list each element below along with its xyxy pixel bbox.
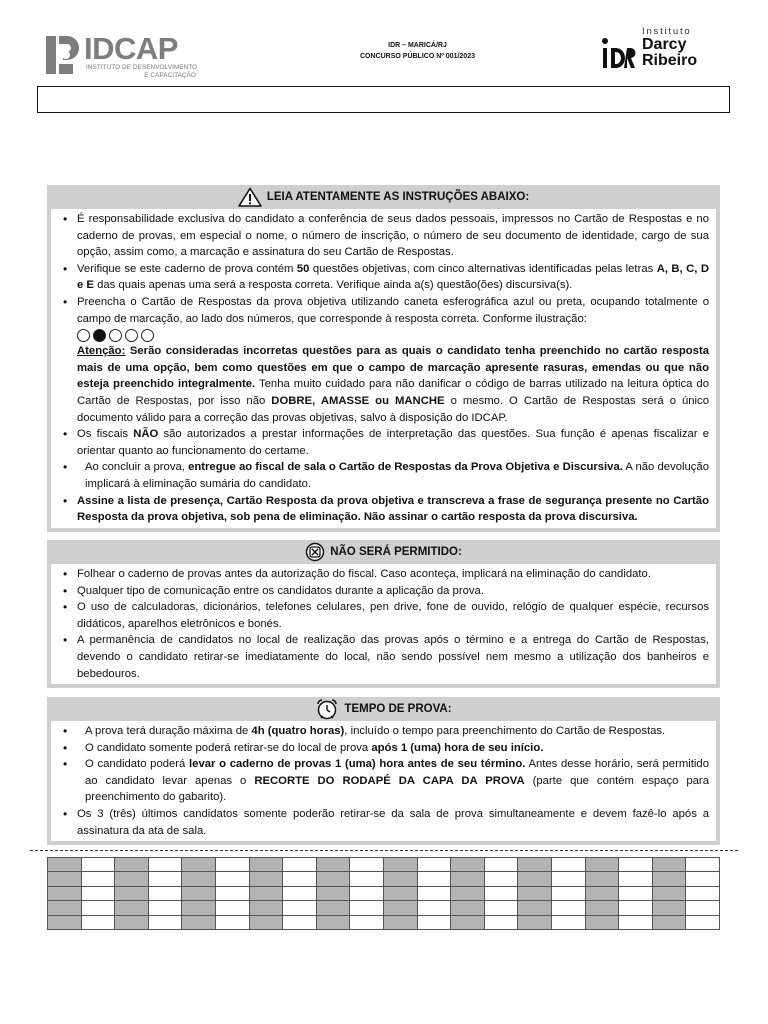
empty-bubble-icon	[109, 329, 122, 342]
list-item: • Qualquer tipo de comunicação entre os candidatos durante a aplicação da prova.	[59, 583, 709, 600]
list-item: • Folhear o caderno de provas antes da autorização do fiscal. Caso aconteça, implicará na eliminação do candidato.	[59, 566, 709, 583]
grid-number-cell	[585, 915, 619, 929]
list-item: • Ao concluir a prova, entregue ao fiscal de sala o Cartão de Respostas da Prova Objetiva e Discursiva. A não devolução implicará à eliminação sumária do candidato.	[59, 459, 709, 492]
list-item: • O candidato poderá levar o caderno de provas 1 (uma) hora antes de seu término. Antes desse horário, será permitido ao candidato levar apenas o RECORTE DO RODAPÉ DA CAPA DA PROVA (parte que contém espaço para preenchimento do gabarito).	[59, 756, 709, 806]
grid-number-cell	[48, 901, 82, 915]
grid-answer-cell	[417, 872, 451, 886]
grid-number-cell	[383, 886, 417, 900]
grid-number-cell	[249, 872, 283, 886]
grid-answer-cell	[350, 858, 384, 872]
grid-number-cell	[48, 915, 82, 929]
grid-answer-cell	[619, 858, 653, 872]
grid-answer-cell	[81, 901, 115, 915]
grid-number-cell	[451, 915, 485, 929]
grid-answer-cell	[350, 915, 384, 929]
grid-number-cell	[182, 901, 216, 915]
idr-institute-label: Instituto	[642, 26, 692, 37]
grid-answer-cell	[686, 901, 720, 915]
exam-time-section	[47, 697, 720, 845]
grid-answer-cell	[551, 915, 585, 929]
grid-number-cell	[383, 915, 417, 929]
grid-answer-cell	[350, 886, 384, 900]
instructions-body	[51, 209, 716, 528]
grid-row	[48, 901, 720, 915]
grid-number-cell	[451, 872, 485, 886]
candidate-name-box	[37, 86, 730, 113]
grid-number-cell	[182, 915, 216, 929]
idcap-logo	[44, 31, 204, 80]
grid-answer-cell	[81, 915, 115, 929]
grid-answer-cell	[686, 858, 720, 872]
grid-answer-cell	[484, 872, 518, 886]
empty-bubble-icon	[77, 329, 90, 342]
exam-location: IDR – MARICÁ/RJ	[388, 42, 447, 49]
grid-number-cell	[115, 901, 149, 915]
grid-answer-cell	[350, 872, 384, 886]
not-allowed-body	[51, 564, 716, 684]
grid-number-cell	[249, 901, 283, 915]
grid-number-cell	[48, 886, 82, 900]
grid-answer-cell	[215, 901, 249, 915]
grid-answer-cell	[148, 901, 182, 915]
grid-number-cell	[652, 901, 686, 915]
alarm-clock-icon	[315, 698, 339, 720]
cut-line	[30, 850, 738, 851]
grid-answer-cell	[81, 872, 115, 886]
grid-answer-cell	[686, 886, 720, 900]
answer-bubble-illustration	[59, 327, 709, 343]
grid-number-cell	[115, 872, 149, 886]
grid-answer-cell	[148, 858, 182, 872]
grid-number-cell	[585, 901, 619, 915]
grid-row	[48, 858, 720, 872]
list-item: • O uso de calculadoras, dicionários, telefones celulares, pen drive, fone de ouvido, relógio de qualquer espécie, recursos didáticos, aparelhos eletrônicos e bonés.	[59, 599, 709, 632]
idcap-mark-icon	[44, 34, 80, 76]
grid-answer-cell	[283, 872, 317, 886]
grid-answer-cell	[619, 901, 653, 915]
grid-number-cell	[249, 915, 283, 929]
grid-number-cell	[48, 872, 82, 886]
grid-answer-cell	[283, 901, 317, 915]
grid-answer-cell	[484, 901, 518, 915]
grid-answer-cell	[283, 886, 317, 900]
grid-number-cell	[115, 915, 149, 929]
grid-answer-cell	[686, 915, 720, 929]
grid-answer-cell	[283, 858, 317, 872]
grid-answer-cell	[350, 901, 384, 915]
grid-answer-cell	[417, 901, 451, 915]
list-item: • Preencha o Cartão de Respostas da prova objetiva utilizando caneta esferográfica azul ou preta, ocupando totalmente o campo de marcação, ao lado dos números, que corresponde à resposta correta. Conforme ilustração:	[59, 294, 709, 327]
grid-number-cell	[316, 872, 350, 886]
list-item: • A permanência de candidatos no local de realização das provas após o término e a entrega do Cartão de Respostas, devendo o candidato retirar-se imediatamente do local, não sendo possível nem mesmo a utilização dos banheiros e bebedouros.	[59, 632, 709, 682]
grid-number-cell	[652, 858, 686, 872]
grid-row	[48, 915, 720, 929]
grid-row	[48, 872, 720, 886]
grid-answer-cell	[484, 858, 518, 872]
grid-number-cell	[585, 886, 619, 900]
grid-number-cell	[383, 901, 417, 915]
grid-number-cell	[652, 872, 686, 886]
grid-number-cell	[451, 858, 485, 872]
list-item: • É responsabilidade exclusiva do candidato a conferência de seus dados pessoais, impressos no Cartão de Respostas e no caderno de provas, em especial o nome, o número de inscrição, o número de seu documento de identidade, cargo de sua opção, assim como, a marcação e assinatura do seu Cartão de Respostas.	[59, 211, 709, 261]
grid-answer-cell	[81, 858, 115, 872]
grid-answer-cell	[417, 915, 451, 929]
grid-number-cell	[316, 858, 350, 872]
list-item: • A prova terá duração máxima de 4h (quatro horas), incluído o tempo para preenchimento do Cartão de Respostas.	[59, 723, 709, 740]
list-item: • O candidato somente poderá retirar-se do local de prova após 1 (uma) hora de seu início.	[59, 740, 709, 757]
filled-bubble-icon	[93, 329, 106, 342]
prohibited-icon	[305, 542, 325, 562]
list-item: • Os fiscais NÃO são autorizados a prestar informações de interpretação das questões. Sua função é apenas fiscalizar e orientar quanto ao funcionamento do certame.	[59, 426, 709, 459]
not-allowed-title: NÃO SERÁ PERMITIDO:	[51, 540, 716, 564]
grid-number-cell	[652, 886, 686, 900]
grid-answer-cell	[619, 872, 653, 886]
grid-answer-cell	[417, 858, 451, 872]
grid-answer-cell	[619, 886, 653, 900]
instructions-section	[47, 185, 720, 532]
idr-mark-icon	[600, 36, 636, 70]
grid-number-cell	[115, 858, 149, 872]
grid-number-cell	[249, 886, 283, 900]
grid-answer-cell	[551, 872, 585, 886]
grid-answer-cell	[283, 915, 317, 929]
grid-answer-cell	[551, 886, 585, 900]
grid-row	[48, 886, 720, 900]
grid-answer-cell	[215, 886, 249, 900]
empty-bubble-icon	[141, 329, 154, 342]
grid-number-cell	[518, 886, 552, 900]
grid-answer-cell	[551, 858, 585, 872]
grid-number-cell	[585, 872, 619, 886]
grid-number-cell	[316, 915, 350, 929]
grid-number-cell	[383, 872, 417, 886]
grid-answer-cell	[215, 915, 249, 929]
idcap-brand: IDCAP	[84, 31, 178, 66]
answer-key-grid	[47, 857, 720, 930]
exam-time-body	[51, 721, 716, 841]
grid-number-cell	[652, 915, 686, 929]
grid-number-cell	[585, 858, 619, 872]
grid-number-cell	[182, 858, 216, 872]
list-item: • Verifique se este caderno de prova contém 50 questões objetivas, com cinco alternativas identificadas pelas letras A, B, C, D e E das quais apenas uma será a resposta correta. Verifique ainda a(s) questão(ões) discursiva(s).	[59, 261, 709, 294]
grid-number-cell	[182, 886, 216, 900]
exam-header-text	[330, 40, 505, 62]
grid-number-cell	[249, 858, 283, 872]
warning-icon	[238, 187, 262, 207]
not-allowed-section	[47, 540, 720, 688]
grid-answer-cell	[215, 872, 249, 886]
empty-bubble-icon	[125, 329, 138, 342]
grid-number-cell	[451, 886, 485, 900]
grid-answer-cell	[148, 886, 182, 900]
grid-answer-cell	[686, 872, 720, 886]
grid-answer-cell	[215, 858, 249, 872]
grid-number-cell	[383, 858, 417, 872]
exam-time-title: TEMPO DE PROVA:	[51, 697, 716, 721]
attention-note: Atenção: Serão consideradas incorretas questões para as quais o candidato tenha preenchido no cartão resposta mais de uma opção, bem como questões em que o campo de marcação apresente rasuras, emendas ou que não esteja preenchido integralmente. Tenha muito cuidado para não danificar o código de barras utilizado na leitura óptica do Cartão de Respostas, por isso não DOBRE, AMASSE ou MANCHE o mesmo. O Cartão de Respostas será o único documento válido para a correção das provas objetivas, salvo à disposição do IDCAP.	[77, 345, 709, 424]
grid-answer-cell	[417, 886, 451, 900]
grid-number-cell	[316, 886, 350, 900]
grid-number-cell	[518, 872, 552, 886]
grid-number-cell	[316, 901, 350, 915]
grid-answer-cell	[148, 872, 182, 886]
idr-name: Darcy Ribeiro	[642, 36, 698, 69]
idr-logo	[600, 26, 710, 72]
grid-number-cell	[451, 901, 485, 915]
grid-answer-cell	[148, 915, 182, 929]
grid-answer-cell	[551, 901, 585, 915]
grid-answer-cell	[484, 915, 518, 929]
grid-answer-cell	[619, 915, 653, 929]
grid-number-cell	[518, 915, 552, 929]
list-item: • Assine a lista de presença, Cartão Resposta da prova objetiva e transcreva a frase de segurança presente no Cartão Resposta da prova objetiva, sob pena de eliminação. Não assinar o cartão resposta da prova discursiva.	[59, 493, 709, 526]
grid-answer-cell	[484, 886, 518, 900]
grid-number-cell	[518, 858, 552, 872]
page-header	[0, 0, 768, 84]
grid-number-cell	[115, 886, 149, 900]
grid-answer-cell	[81, 886, 115, 900]
list-item: • Os 3 (três) últimos candidatos somente poderão retirar-se da sala de prova simultaneamente e devem fazê-lo após a assinatura da ata de sala.	[59, 806, 709, 839]
grid-number-cell	[182, 872, 216, 886]
grid-number-cell	[48, 858, 82, 872]
instructions-title: LEIA ATENTAMENTE AS INSTRUÇÕES ABAIXO:	[51, 185, 716, 209]
exam-number: CONCURSO PÚBLICO Nº 001/2023	[360, 53, 475, 60]
idcap-subtitle: INSTITUTO DE DESENVOLVIMENTO E CAPACITAÇÃO	[86, 64, 198, 79]
grid-number-cell	[518, 901, 552, 915]
